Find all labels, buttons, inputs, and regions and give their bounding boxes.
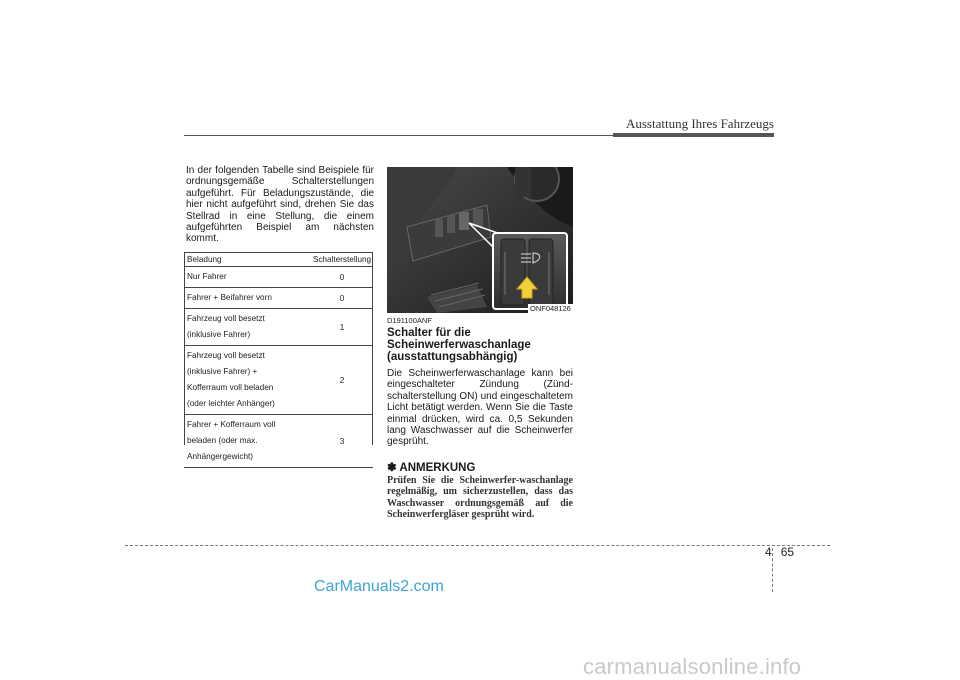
chapter-number: 4 — [765, 545, 772, 559]
table-row — [184, 346, 373, 415]
section-body: Die Scheinwerferwaschanlage kann bei eingeschalteter Zündung (Zünd-schalterstellung ON) und eingeschaltetem Licht betätigt werden. Wenn Sie die Taste einmal drücken, wird ca. 0,5 Sekunden lang Waschwasser auf die Scheinwerfer gesprüht. — [387, 368, 573, 448]
table-cell-load: Fahrzeug voll besetzt — [187, 314, 265, 323]
page-number — [765, 545, 794, 559]
table-cell-load: Nur Fahrer — [187, 272, 227, 281]
header-rule-accent — [613, 133, 774, 137]
table-cell-load: Fahrzeug voll besetzt — [187, 351, 265, 360]
watermark-carmanualsonline: carmanualsonline.info — [583, 654, 802, 679]
footer-rule — [125, 545, 830, 546]
table-cell-load: beladen (oder max. — [187, 436, 258, 445]
table-row — [184, 267, 373, 288]
table-header-row — [184, 253, 373, 267]
table-cell-load: Kofferraum voll beladen — [187, 383, 274, 392]
table-cell-value: 2 — [311, 346, 373, 415]
table-header-switch: Schalterstellung — [311, 253, 373, 267]
dashboard-switch-photo — [387, 167, 573, 313]
table-cell-load: (inklusive Fahrer) — [187, 330, 251, 339]
table-cell-value: 1 — [311, 309, 373, 346]
note-body: Prüfen Sie die Scheinwerfer-waschanlage regelmäßig, um sicherzustellen, dass das Waschwasser ordnungsgemäß auf die Scheinwerfergläser gesprüht wird. — [387, 475, 573, 520]
section-title: Schalter für die Scheinwerferwaschanlage (ausstattungsabhängig) — [387, 327, 531, 363]
intro-paragraph: In der folgenden Tabelle sind Beispiele für ordnungsgemäße Schalterstellungen aufgeführt. Für Beladungszustände, die hier nicht aufgeführt sind, drehen Sie das Stellrad in eine Stellung, die einem aufgeführten Beispiel am nächsten kommt. — [186, 165, 374, 245]
watermark-carmanuals2: CarManuals2.com — [314, 578, 444, 595]
note-heading: ✽ ANMERKUNG — [387, 462, 476, 474]
table-cell-load: Fahrer + Beifahrer vorn — [187, 293, 272, 302]
chapter-header-title: Ausstattung Ihres Fahrzeugs — [625, 116, 774, 131]
table-cell-load: Anhängergewicht) — [187, 452, 253, 461]
table-cell-load: (inklusive Fahrer) + — [187, 367, 258, 376]
table-cell-value: 0 — [311, 288, 373, 309]
table-cell-load: (oder leichter Anhänger) — [187, 399, 275, 408]
table-row — [184, 309, 373, 346]
section-code: D191100ANF — [387, 316, 432, 325]
page-number-value: 65 — [780, 545, 795, 559]
table-cell-value: 0 — [311, 267, 373, 288]
table-row — [184, 415, 373, 468]
photo-code: ONF048126 — [530, 304, 571, 313]
table-header-load: Beladung — [184, 253, 311, 267]
table-row — [184, 288, 373, 309]
dashboard-switch-illustration — [387, 167, 573, 313]
load-table — [184, 252, 373, 468]
table-cell-load: Fahrer + Kofferraum voll — [187, 420, 276, 429]
table-cell-value: 3 — [311, 415, 373, 468]
page-number-divider — [772, 548, 774, 592]
